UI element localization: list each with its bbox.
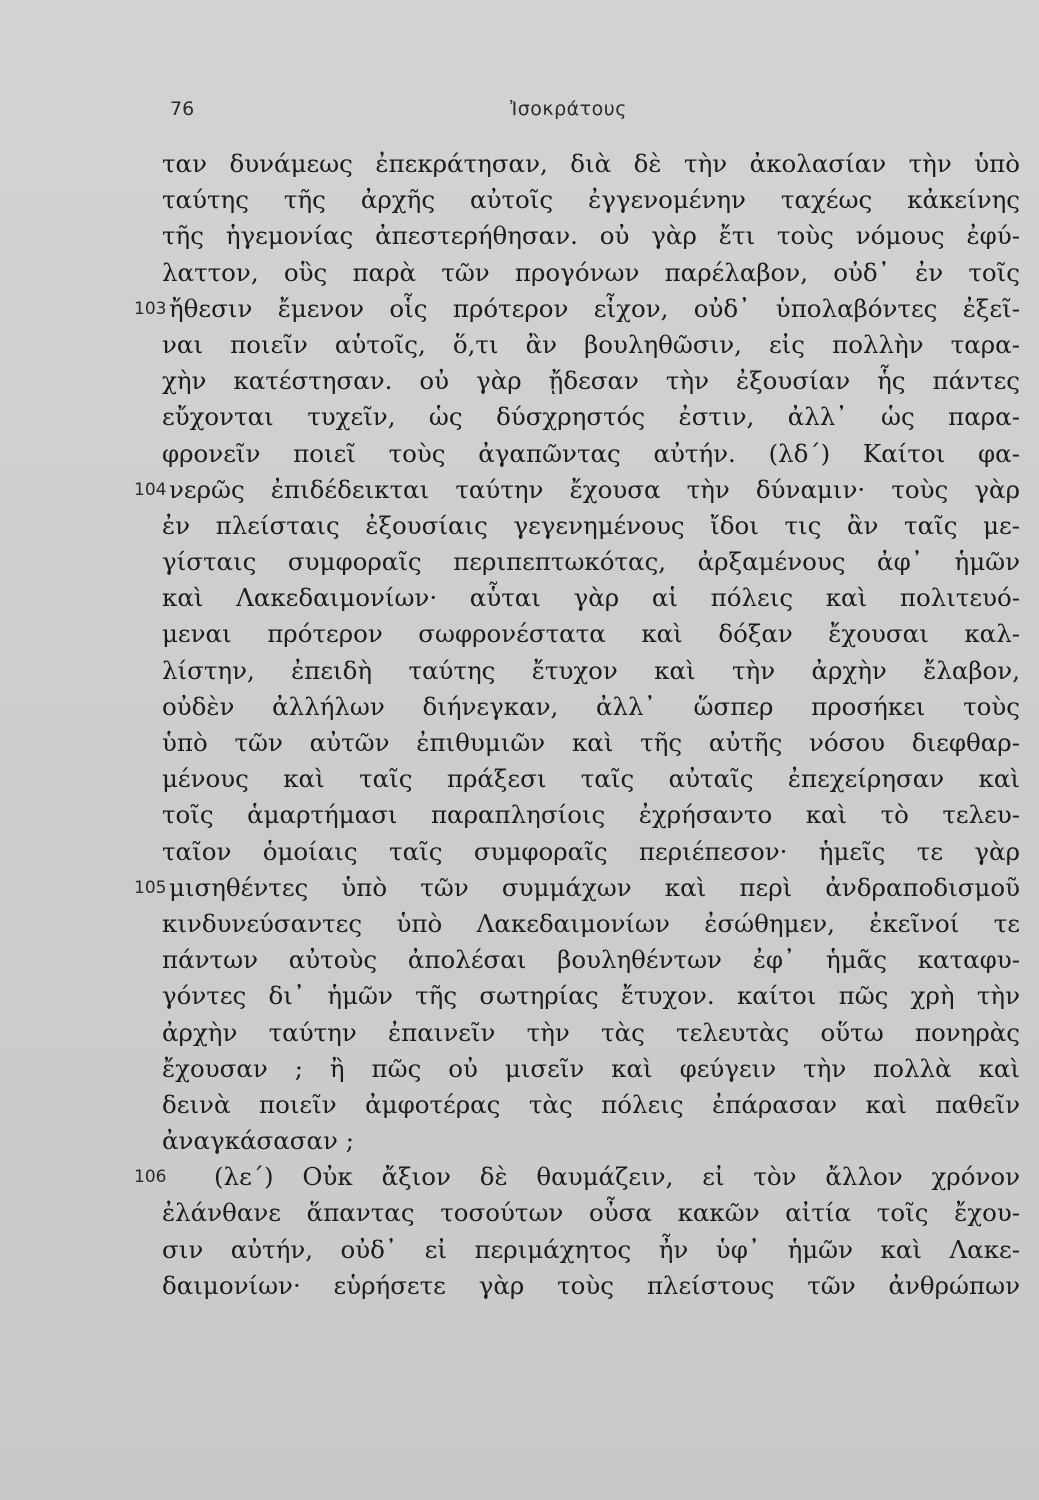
- text-line: [0, 1232, 1039, 1268]
- text-line: [0, 182, 1039, 218]
- text-line: [0, 978, 1039, 1014]
- text-line: [0, 291, 1039, 327]
- body-text: [0, 146, 1039, 1304]
- line-text: ὑπὸ τῶν αὐτῶν ἐπιθυμιῶν καὶ τῆς αὐτῆς νόσου διεφθαρ-: [162, 728, 1020, 757]
- text-line: [0, 1123, 1039, 1159]
- line-text: ἐλάνθανε ἅπαντας τοσούτων οὖσα κακῶν αἰτία τοῖς ἔχου-: [162, 1198, 1020, 1228]
- text-line: [0, 1195, 1039, 1231]
- section-number: 105: [134, 877, 167, 898]
- line-text: ταύτης τῆς ἀρχῆς αὐτοῖς ἐγγενομένην ταχέως κἀκείνης: [162, 185, 1020, 215]
- line-text: καὶ Λακεδαιμονίων· αὗται γὰρ αἱ πόλεις καὶ πολιτευό-: [162, 583, 1020, 613]
- text-line: [0, 508, 1039, 544]
- line-text: μένους καὶ ταῖς πράξεσι ταῖς αὐταῖς ἐπεχείρησαν καὶ: [162, 764, 1020, 794]
- section-number: 103: [134, 298, 167, 319]
- text-line: [0, 218, 1039, 254]
- text-line: [0, 725, 1039, 761]
- line-text: σιν αὐτήν, οὐδ᾽ εἰ περιμάχητος ἦν ὑφ᾽ ἡμῶν καὶ Λακε-: [162, 1234, 1020, 1264]
- section-number: 106: [134, 1167, 167, 1188]
- line-text: ἀναγκάσασαν ;: [162, 1126, 354, 1156]
- line-text: γίσταις συμφοραῖς περιπεπτωκότας, ἀρξαμένους ἀφ᾽ ἡμῶν: [162, 547, 1020, 577]
- text-line: [0, 942, 1039, 978]
- text-line: [0, 1268, 1039, 1304]
- line-text: ἤθεσιν ἔμενον οἷς πρότερον εἶχον, οὐδ᾽ ὑπολαβόντες ἐξεῖ-: [169, 293, 1020, 323]
- text-line: [0, 146, 1039, 182]
- page-header: [170, 98, 1020, 128]
- line-text: ταῖον ὁμοίαις ταῖς συμφοραῖς περιέπεσον· ἡμεῖς τε γὰρ: [162, 836, 1020, 866]
- text-line: [0, 834, 1039, 870]
- line-text: λίστην, ἐπειδὴ ταύτης ἔτυχον καὶ τὴν ἀρχὴν ἔλαβον,: [162, 655, 1020, 685]
- line-text: εὔχονται τυχεῖν, ὡς δύσχρηστός ἐστιν, ἀλλ᾽ ὡς παρα-: [162, 402, 1020, 432]
- section-number: 104: [134, 479, 167, 500]
- line-text: ἐν πλείσταις ἐξουσίαις γεγενημένους ἴδοι τις ἂν ταῖς με-: [162, 510, 1020, 540]
- line-text: λαττον, οὓς παρὰ τῶν προγόνων παρέλαβον, οὐδ᾽ ἐν τοῖς: [162, 257, 1020, 287]
- text-line: [0, 580, 1039, 616]
- text-line: [0, 1015, 1039, 1051]
- text-line: [0, 870, 1039, 906]
- line-text: τῆς ἡγεμονίας ἀπεστερήθησαν. οὐ γὰρ ἔτι τοὺς νόμους ἐφύ-: [162, 221, 1020, 251]
- text-line: [0, 544, 1039, 580]
- text-line: [0, 399, 1039, 435]
- text-line: [0, 255, 1039, 291]
- text-line: [0, 1159, 1039, 1195]
- line-text: φρονεῖν ποιεῖ τοὺς ἀγαπῶντας αὐτήν. (λδ΄) Καίτοι φα-: [162, 438, 1020, 468]
- text-line: [0, 761, 1039, 797]
- text-line: [0, 1087, 1039, 1123]
- text-line: [0, 906, 1039, 942]
- line-text: νερῶς ἐπιδέδεικται ταύτην ἔχουσα τὴν δύναμιν· τοὺς γὰρ: [169, 474, 1020, 504]
- text-line: [0, 1051, 1039, 1087]
- line-text: δαιμονίων· εὑρήσετε γὰρ τοὺς πλείστους τῶν ἀνθρώπων: [162, 1270, 1020, 1300]
- text-line: [0, 616, 1039, 652]
- text-line: [0, 797, 1039, 833]
- text-line: [0, 327, 1039, 363]
- text-line: [0, 436, 1039, 472]
- line-text: ταν δυνάμεως ἐπεκράτησαν, διὰ δὲ τὴν ἀκολασίαν τὴν ὑπὸ: [162, 149, 1020, 178]
- line-text: οὐδὲν ἀλλήλων διήνεγκαν, ἀλλ᾽ ὥσπερ προσήκει τοὺς: [162, 691, 1020, 721]
- line-text: ἔχουσαν ; ἢ πῶς οὐ μισεῖν καὶ φεύγειν τὴν πολλὰ καὶ: [162, 1053, 1020, 1083]
- text-line: [0, 472, 1039, 508]
- line-text: χὴν κατέστησαν. οὐ γὰρ ᾔδεσαν τὴν ἐξουσίαν ἧς πάντες: [162, 366, 1020, 396]
- line-text: τοῖς ἁμαρτήμασι παραπλησίοις ἐχρήσαντο καὶ τὸ τελευ-: [162, 800, 1020, 830]
- text-line: [0, 653, 1039, 689]
- line-text: πάντων αὐτοὺς ἀπολέσαι βουληθέντων ἐφ᾽ ἡμᾶς καταφυ-: [162, 945, 1020, 975]
- line-text: δεινὰ ποιεῖν ἀμφοτέρας τὰς πόλεις ἐπάρασαν καὶ παθεῖν: [162, 1089, 1020, 1119]
- running-head: Ἰσοκράτους: [510, 98, 627, 120]
- line-text: μεναι πρότερον σωφρονέστατα καὶ δόξαν ἔχουσαι καλ-: [162, 619, 1020, 649]
- line-text: γόντες δι᾽ ἡμῶν τῆς σωτηρίας ἔτυχον. καίτοι πῶς χρὴ τὴν: [162, 981, 1020, 1011]
- line-text: (λε΄) Οὐκ ἄξιον δὲ θαυμάζειν, εἰ τὸν ἄλλον χρόνον: [214, 1162, 1020, 1192]
- line-text: μισηθέντες ὑπὸ τῶν συμμάχων καὶ περὶ ἀνδραποδισμοῦ: [169, 872, 1020, 902]
- page-number: 76: [170, 98, 195, 120]
- text-line: [0, 689, 1039, 725]
- text-line: [0, 363, 1039, 399]
- line-text: κινδυνεύσαντες ὑπὸ Λακεδαιμονίων ἐσώθημεν, ἐκεῖνοί τε: [162, 908, 1020, 938]
- line-text: ναι ποιεῖν αὑτοῖς, ὅ,τι ἂν βουληθῶσιν, εἰς πολλὴν ταρα-: [162, 329, 1020, 359]
- line-text: ἀρχὴν ταύτην ἐπαινεῖν τὴν τὰς τελευτὰς οὕτω πονηρὰς: [162, 1017, 1020, 1047]
